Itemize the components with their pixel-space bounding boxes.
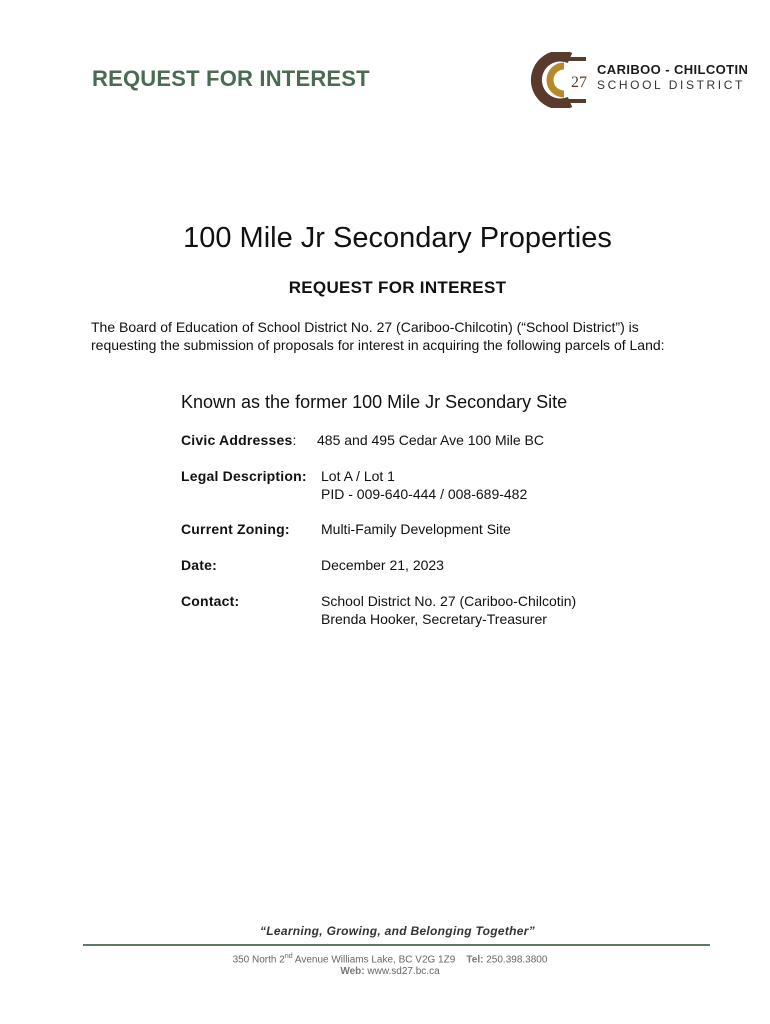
date-value: December 21, 2023 [321,557,444,573]
legal-description-pid: PID - 009-640-444 / 008-689-482 [321,486,528,502]
logo-mark-icon [530,52,594,108]
footer-web [0,966,770,977]
tel-label: Tel: [466,954,484,966]
logo-number: 27 [571,74,587,91]
legal-description-label: Legal Description: [181,468,307,484]
footer-divider [83,944,710,946]
zoning-label: Current Zoning: [181,521,290,537]
site-heading: Known as the former 100 Mile Jr Secondary Site [181,392,568,412]
contact-person: Brenda Hooker, Secretary-Treasurer [321,611,547,627]
logo-line1: CARIBOO - CHILCOTIN [597,62,749,77]
date-label: Date: [181,557,218,573]
legal-description-lot: Lot A / Lot 1 [321,468,395,484]
document-subtitle: REQUEST FOR INTEREST [288,278,507,297]
civic-address-label: Civic Addresses: [181,432,297,448]
intro-paragraph: The Board of Education of School District No. 27 (Cariboo-Chilcotin) (“School District”) is requesting the submission of proposals for interest in acquiring the following parcels of Land: [91,319,665,353]
contact-label: Contact: [181,593,240,609]
web-label: Web: [340,966,365,977]
document-title: 100 Mile Jr Secondary Properties [183,222,612,254]
footer-tagline: “Learning, Growing, and Belonging Together” [259,924,536,938]
contact-district: School District No. 27 (Cariboo-Chilcotin) [321,593,577,609]
school-district-logo [530,52,749,108]
civic-address-value: 485 and 495 Cedar Ave 100 Mile BC [317,432,545,448]
web-link[interactable]: www.sd27.bc.ca [367,966,440,977]
tel-value[interactable]: 250.398.3800 [486,954,548,966]
header-title: REQUEST FOR INTEREST [92,66,370,91]
logo-line2: SCHOOL DISTRICT [597,78,745,92]
zoning-value: Multi-Family Development Site [321,521,511,537]
footer-address: 350 North 2nd Avenue Williams Lake, BC V2G 1Z9 Tel: 250.398.3800 [232,953,548,966]
